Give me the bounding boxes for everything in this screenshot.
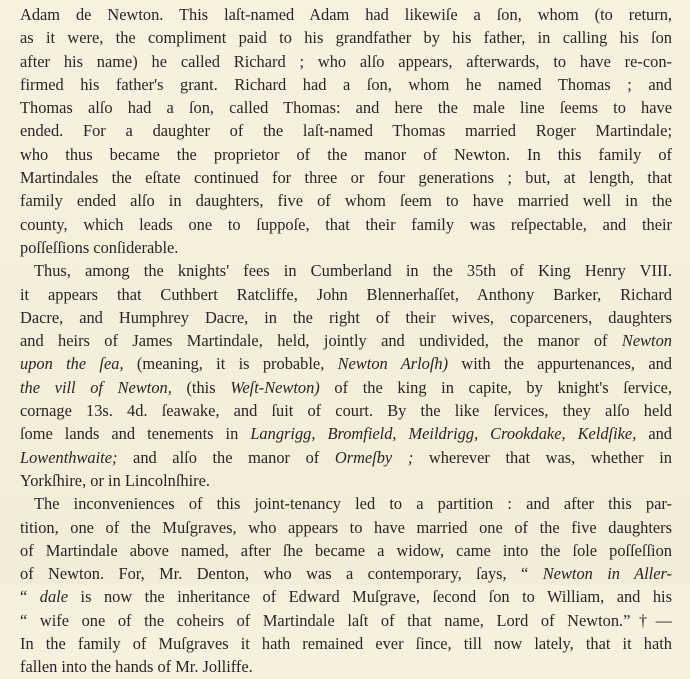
- text-line: [20, 469, 672, 492]
- text-line: [20, 655, 672, 678]
- text-segment: In the family of Muſgraves it hath remained ever ſince, till now lately, that it hath: [20, 634, 672, 654]
- text-segment: Adam de Newton. This laſt-named Adam had likewiſe a ſon, whom (to return,: [20, 5, 672, 24]
- italic-text: upon the ſea,: [20, 354, 124, 374]
- italic-text: Weſt-Newton): [230, 377, 320, 397]
- text-segment: it appears that Cuthbert Ratcliffe, John Blennerhaſſet, Anthony Barker, Richard: [20, 284, 672, 304]
- text-segment: Martindales the eſtate continued for three or four generations ; but, at length, that: [20, 168, 672, 188]
- italic-text: Lowenthwaite;: [20, 447, 118, 467]
- text-line: [20, 213, 672, 236]
- text-segment: of Martindale above named, after ſhe became a widow, came into the ſole poſſeſſion: [20, 540, 672, 560]
- text-segment: ſome lands and tenements in: [20, 424, 251, 444]
- text-line: [20, 73, 672, 96]
- text-line: [20, 585, 672, 608]
- text-segment: poſſeſſions conſiderable.: [20, 237, 179, 257]
- text-line: [20, 516, 672, 539]
- text-segment: Dacre, and Humphrey Dacre, in the right of their wives, coparceners, daughters: [20, 307, 672, 327]
- text-segment: “ wife one of the coheirs of Martindale laſt of that name, Lord of Newton.”†—: [20, 610, 672, 630]
- text-line: [20, 143, 672, 166]
- text-segment: tition, one of the Muſgraves, who appears to have married one of the five daughters: [20, 517, 672, 537]
- italic-text: the vill of Newton,: [20, 377, 172, 397]
- text-line: [20, 26, 672, 49]
- text-segment: ended. For a daughter of the laſt-named Thomas married Roger Martindale;: [20, 121, 672, 141]
- text-line: [20, 329, 672, 352]
- text-line: [20, 283, 672, 306]
- text-segment: and: [636, 424, 672, 444]
- text-segment: of the king in capite, by knight's ſervice,: [319, 377, 672, 397]
- text-line: [20, 422, 672, 445]
- text-segment: (this: [171, 377, 231, 397]
- text-line: [20, 609, 672, 632]
- text-segment: cornage 13s. 4d. ſeawake, and ſuit of court. By the like ſervices, they alſo held: [20, 401, 672, 421]
- text-line: [20, 259, 672, 282]
- text-segment: fallen into the hands of Mr. Jolliffe.: [20, 657, 253, 677]
- text-segment: is now the inheritance of Edward Muſgrave, ſecond ſon to William, and his: [68, 587, 672, 607]
- text-segment: after his name) he called Richard ; who alſo appears, afterwards, to have re-con-: [20, 51, 672, 71]
- text-line: [20, 306, 672, 329]
- text-segment: and heirs of James Martindale, held, jointly and undivided, the manor of: [20, 331, 622, 351]
- text-segment: (meaning, it is probable,: [123, 354, 338, 374]
- text-segment: as it were, the compliment paid to his grandfather by his father, in calling his ſon: [20, 28, 672, 48]
- text-line: [20, 166, 672, 189]
- text-segment: firmed his father's grant. Richard had a ſon, whom he named Thomas ; and: [20, 74, 672, 94]
- text-line: [20, 50, 672, 73]
- body-text: [20, 3, 672, 679]
- text-segment: Thomas alſo had a ſon, called Thomas: and here the male line ſeems to have: [20, 98, 672, 118]
- text-segment: and alſo the manor of: [117, 447, 335, 467]
- text-line: [20, 446, 672, 469]
- text-line: [20, 539, 672, 562]
- italic-text: dale: [39, 587, 69, 607]
- italic-text: Ormeſby ;: [334, 447, 414, 467]
- text-line: [20, 236, 672, 259]
- text-line: [20, 562, 672, 585]
- text-line: [20, 189, 672, 212]
- text-line: [20, 3, 672, 26]
- text-line: [20, 352, 672, 375]
- text-line: [20, 492, 672, 515]
- text-line: [20, 376, 672, 399]
- text-segment: of Newton. For, Mr. Denton, who was a contemporary, ſays, “: [20, 564, 543, 584]
- text-segment: Yorkſhire, or in Lincolnſhire.: [20, 470, 210, 490]
- text-segment: family ended alſo in daughters, five of whom ſeem to have married well in the: [20, 191, 672, 211]
- italic-text: Newton: [621, 331, 672, 351]
- italic-text: Newton in Aller-: [542, 564, 673, 584]
- text-segment: with the appurtenances, and: [448, 354, 673, 374]
- text-segment: wherever that was, whether in: [413, 447, 672, 467]
- text-segment: county, which leads one to ſuppoſe, that their family was reſpectable, and their: [20, 214, 672, 234]
- italic-text: Langrigg, Bromfield, Meildrigg, Crookdake, Keldſike,: [250, 424, 637, 444]
- text-line: [20, 119, 672, 142]
- text-segment: “: [20, 587, 40, 607]
- text-segment: Thus, among the knights' fees in Cumberland in the 35th of King Henry VIII.: [34, 261, 672, 281]
- text-line: [20, 96, 672, 119]
- text-segment: who thus became the proprietor of the manor of Newton. In this family of: [20, 144, 672, 164]
- italic-text: Newton Arloſh): [337, 354, 449, 374]
- text-segment: The inconveniences of this joint-tenancy led to a partition : and after this par-: [34, 494, 672, 514]
- text-line: [20, 399, 672, 422]
- text-line: [20, 632, 672, 655]
